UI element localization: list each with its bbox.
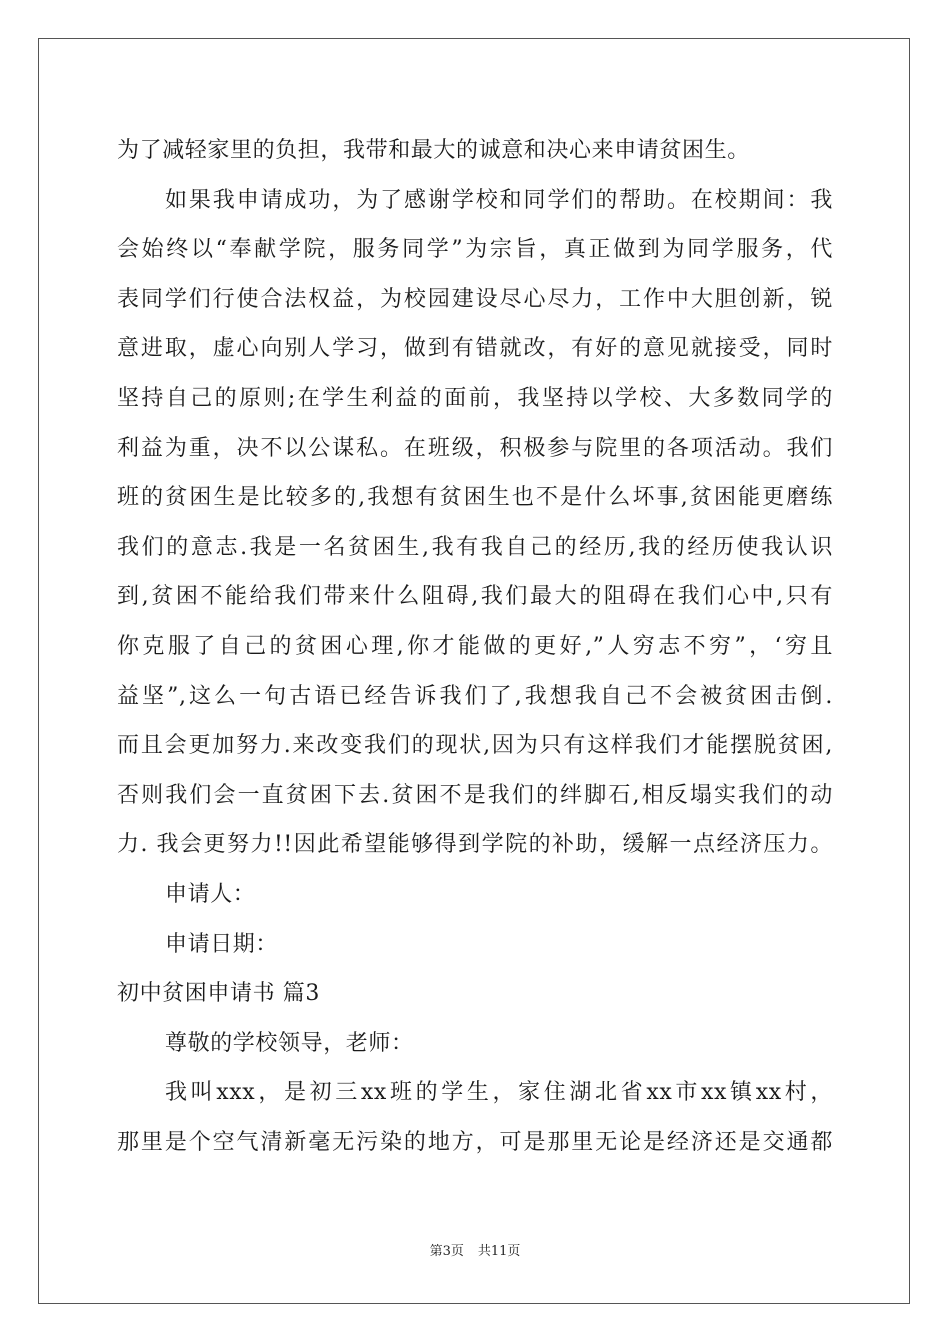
applicant-label: 申请人：: [165, 881, 256, 907]
paragraph-line: 班的贫困生是比较多的,我想有贫困生也不是什么坏事,贫困能更磨练: [117, 485, 833, 511]
paragraph-line: 而且会更加努力.来改变我们的现状,因为只有这样我们才能摆脱贫困,: [117, 733, 833, 759]
paragraph-line: 利益为重，决不以公谋私。在班级，积极参与院里的各项活动。我们: [117, 435, 833, 461]
paragraph-line: 否则我们会一直贫困下去.贫困不是我们的绊脚石,相反塌实我们的动: [117, 782, 833, 808]
paragraph-line: 我叫xxx，是初三xx班的学生，家住湖北省xx市xx镇xx村，: [165, 1080, 833, 1106]
application-date-label: 申请日期：: [165, 931, 279, 957]
paragraph-line: 益坚”,这么一句古语已经告诉我们了,我想我自己不会被贫困击倒.: [117, 683, 833, 709]
document-body: [117, 126, 833, 1167]
paragraph-line: 那里是个空气清新毫无污染的地方，可是那里无论是经济还是交通都: [117, 1129, 833, 1155]
paragraph-line: 我们的意志.我是一名贫困生,我有我自己的经历,我的经历使我认识: [117, 534, 833, 560]
paragraph-line: 你克服了自己的贫困心理,你才能做的更好,”人穷志不穷”，‘穷且: [117, 633, 833, 659]
section-heading: 初中贫困申请书 篇3: [117, 981, 320, 1007]
paragraph-line: 如果我申请成功，为了感谢学校和同学们的帮助。在校期间：我: [165, 187, 833, 213]
paragraph-line: 表同学们行使合法权益，为校园建设尽心尽力，工作中大胆创新，锐: [117, 286, 833, 312]
paragraph-line: 为了减轻家里的负担，我带和最大的诚意和决心来申请贫困生。: [117, 138, 750, 163]
paragraph-line: 会始终以“奉献学院，服务同学”为宗旨，真正做到为同学服务，代: [117, 237, 833, 263]
paragraph-line: 坚持自己的原则;在学生利益的面前，我坚持以学校、大多数同学的: [117, 385, 833, 411]
page-total: 共11页: [477, 1244, 521, 1259]
page-footer: [0, 1240, 950, 1259]
paragraph-line: 力. 我会更努力!!因此希望能够得到学院的补助，缓解一点经济压力。: [117, 832, 833, 858]
paragraph-line: 意进取，虚心向别人学习，做到有错就改，有好的意见就接受，同时: [117, 336, 833, 362]
salutation: 尊敬的学校领导，老师：: [165, 1030, 414, 1056]
paragraph-line: 到,贫困不能给我们带来什么阻碍,我们最大的阻碍在我们心中,只有: [117, 584, 833, 610]
page-number: 第3页: [429, 1244, 464, 1259]
